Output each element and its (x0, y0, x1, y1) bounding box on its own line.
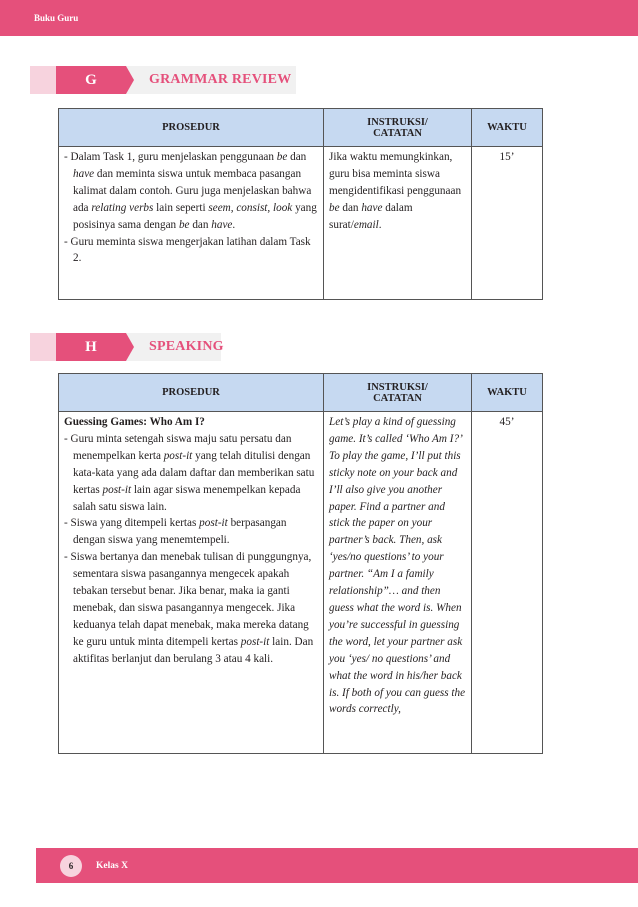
prosedur-cell (59, 412, 324, 754)
prosedur-item-1: - Dalam Task 1, guru menjelaskan penggunaan be dan have dan meminta siswa untuk membaca pasangan kalimat dalam contoh. Guru juga menjelaskan bahwa ada relating verbs lain seperti seem, consist, look yang posisinya sama dengan be dan have. (64, 149, 318, 234)
footer-class-label: Kelas X (96, 861, 128, 871)
col-instruksi (324, 109, 472, 147)
table-header-row (59, 374, 543, 412)
top-banner (0, 0, 638, 36)
section-g-accent (30, 66, 56, 94)
col-prosedur: PROSEDUR (59, 374, 324, 412)
table-row (59, 412, 543, 754)
game-title: Guessing Games: Who Am I? (64, 416, 205, 428)
speaking-table (58, 373, 543, 754)
prosedur-item-3: - Siswa bertanya dan menebak tulisan di punggungnya, sementara siswa pasangannya mengecek apakah tebakan tersebut benar. Jika benar, maka ia ganti menebak, dan siswa pasangannya mengecek. Jika keduanya telah dapat menebak, maka mereka datang ke guru untuk minta ditempeli kertas post-it lain. Dan aktifitas berlanjut dan berulang 3 atau 4 kali. (64, 549, 318, 667)
prosedur-item-1: - Guru minta setengah siswa maju satu persatu dan menempelkan kerta post-it yang telah ditulisi dengan kata-kata yang ada dalam daftar dan memberikan satu kertas post-it lain agar siswa menempelkan kepada salah satu siswa lain. (64, 431, 318, 516)
instruksi-cell: Let’s play a kind of guessing game. It’s called ‘Who Am I?’ To play the game, I’ll put this sticky note on your back and I’ll also give you another paper. Find a partner and stick the paper on your partner’s back. Then, ask ‘yes/no questions’ to your partner. “Am I a family relationship”… and then guess what the word is. When you’re successful in guessing the word, let your partner ask you ‘yes/ no questions’ and what the word in his/her back is. If both of you can guess the words correctly, (324, 412, 472, 754)
col-instruksi (324, 374, 472, 412)
col-waktu: WAKTU (472, 109, 543, 147)
prosedur-cell (59, 147, 324, 300)
col-waktu: WAKTU (472, 374, 543, 412)
book-title: Buku Guru (34, 13, 79, 23)
page-number: 6 (60, 855, 82, 877)
instruksi-cell: Jika waktu memungkinkan, guru bisa meminta siswa mengidentifikasi penggunaan be dan have dalam surat/email. (324, 147, 472, 300)
table-row (59, 147, 543, 300)
section-h-title: SPEAKING (149, 339, 224, 354)
col-instruksi-line1: INSTRUKSI/ (367, 116, 428, 128)
section-g-title: GRAMMAR REVIEW (149, 72, 292, 87)
section-h-arrow (126, 333, 134, 361)
prosedur-item-2: - Guru meminta siswa mengerjakan latihan dalam Task 2. (64, 234, 318, 268)
section-g-arrow (126, 66, 134, 94)
section-g-heading (30, 66, 296, 94)
waktu-cell: 45’ (472, 412, 543, 754)
col-prosedur: PROSEDUR (59, 109, 324, 147)
section-h-accent (30, 333, 56, 361)
grammar-review-table (58, 108, 543, 300)
col-instruksi-line1: INSTRUKSI/ (367, 381, 428, 393)
section-h-letter: H (56, 333, 126, 361)
section-g-letter: G (56, 66, 126, 94)
prosedur-item-2: - Siswa yang ditempeli kertas post-it berpasangan dengan siswa yang menemtempeli. (64, 515, 318, 549)
col-instruksi-line2: CATATAN (373, 392, 422, 404)
col-instruksi-line2: CATATAN (373, 127, 422, 139)
table-header-row (59, 109, 543, 147)
waktu-cell: 15’ (472, 147, 543, 300)
section-h-heading (30, 333, 224, 361)
